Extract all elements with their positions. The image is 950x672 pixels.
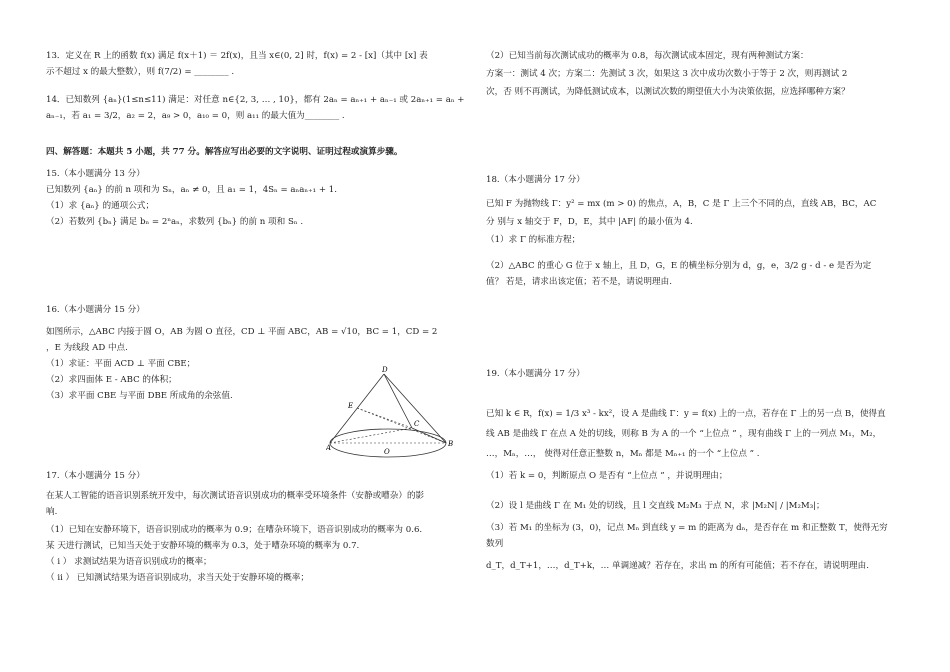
q13-line: 示不超过 x 的最大整数），则 f(7/2) = ________ . bbox=[46, 67, 235, 77]
segment-ac bbox=[330, 428, 412, 443]
q18-line: 18.（本小题满分 17 分） bbox=[486, 175, 585, 185]
section-title: 四、解答题：本题共 5 小题，共 77 分。解答应写出必要的文字说明、证明过程或演算步骤。 bbox=[46, 147, 403, 157]
q15-line: （1）求 {aₙ} 的通项公式； bbox=[46, 201, 155, 211]
q19-line: 线 AB 是曲线 Γ 在点 A 处的切线，则称 B 为 A 的一个 “上位点 ” ，现有曲线 Γ 上的一列点 M₁，M₂， bbox=[486, 429, 882, 439]
q16-line: 如图所示，△ABC 内接于圆 O，AB 为圆 O 直径，CD ⊥ 平面 ABC，AB = √10，BC = 1，CD = 2 bbox=[46, 327, 438, 337]
segment-db bbox=[384, 374, 446, 443]
q19-line: （1）若 k = 0，判断原点 O 是否有 “上位点 ” ，并说明理由； bbox=[486, 471, 728, 481]
q17b-line: 次，否 则不再测试，为降低测试成本，以测试次数的期望值大小为决策依据，应选择哪种方案？ bbox=[486, 87, 850, 97]
q19-line: 已知 k ∈ R，f(x) = 1/3 x³ - kx²，设 A 是曲线 Γ：y = f(x) 上的一点，若存在 Γ 上的另一点 B，使得直 bbox=[486, 409, 886, 419]
q18-line: 值？ 若是，请求出该定值；若不是，请说明理由. bbox=[486, 277, 672, 287]
q15-line: 已知数列 {aₙ} 的前 n 项和为 Sₙ，aₙ ≠ 0，且 a₁ = 1，4Sₙ = aₙaₙ₊₁ + 1. bbox=[46, 185, 337, 195]
q19-line: （3）若 M₁ 的坐标为 (3，0)，记点 Mₙ 到直线 y = m 的距离为 dₙ，是否存在 m 和正整数 T，使得无穷 bbox=[486, 523, 888, 533]
q19-line: 数列 bbox=[486, 539, 504, 549]
q19-line: 19.（本小题满分 17 分） bbox=[486, 369, 585, 379]
question-13 bbox=[46, 48, 464, 80]
q17-line: （ i ） 求测试结果为语音识别成功的概率； bbox=[46, 557, 212, 567]
q18-line: （1）求 Γ 的标准方程； bbox=[486, 235, 581, 245]
q15-line: 15.（本小题满分 13 分） bbox=[46, 169, 145, 179]
q16-line: （3）求平面 CBE 与平面 DBE 所成角的余弦值. bbox=[46, 391, 233, 401]
q17-line: 在某人工智能的语音识别系统开发中，每次测试语音识别成功的概率受环境条件（安静或嘈杂）的影 bbox=[46, 491, 425, 501]
q15-line: （2）若数列 {bₙ} 满足 bₙ = 2ⁿaₙ，求数列 {bₙ} 的前 n 项和 Sₙ . bbox=[46, 217, 304, 227]
question-18 bbox=[486, 172, 906, 290]
q17-line: （ ii ） 已知测试结果为语音识别成功，求当天处于安静环境的概率； bbox=[46, 573, 309, 583]
segment-eb bbox=[357, 408, 446, 443]
q18-line: 分 别与 x 轴交于 F，D，E，其中 |AF| 的最小值为 4. bbox=[486, 217, 693, 227]
q17-line: （1）已知在安静环境下，语音识别成功的概率为 0.9；在嘈杂环境下，语音识别成功的概率为 0.6. bbox=[46, 525, 423, 535]
q17-line: 响. bbox=[46, 507, 58, 517]
question-17 bbox=[46, 468, 464, 586]
q19-line: d_T，d_T+1，…，d_T+k，… 单调递减？若存在，求出 m 的所有可能值；若不存在，请说明理由. bbox=[486, 561, 869, 571]
q19-line: （2）设 l 是曲线 Γ 在 M₁ 处的切线，且 l 交直线 M₂M₃ 于点 N，求 |M₂N| / |M₂M₃|； bbox=[486, 501, 825, 511]
segment-da bbox=[330, 374, 384, 443]
q16-line: （1）求证：平面 ACD ⊥ 平面 CBE； bbox=[46, 359, 196, 369]
section-heading bbox=[46, 144, 464, 160]
q17b-line: （2）已知当前每次测试成功的概率为 0.8，每次测试成本固定，现有两种测试方案： bbox=[486, 51, 809, 61]
label-c: C bbox=[414, 420, 420, 428]
label-a: A bbox=[326, 444, 332, 452]
tetrahedron-figure bbox=[326, 366, 466, 470]
q17-line: 某 天进行测试，已知当天处于安静环境的概率为 0.3，处于嘈杂环境的概率为 0.7. bbox=[46, 541, 360, 551]
q16-line: （2）求四面体 E - ABC 的体积； bbox=[46, 375, 177, 385]
q18-line: （2）△ABC 的重心 G 位于 x 轴上，且 D，G，E 的横坐标分别为 d，g，e，3/2 g - d - e 是否为定 bbox=[486, 261, 872, 271]
question-14 bbox=[46, 92, 464, 124]
q17b-line: 方案一：测试 4 次；方案二：先测试 3 次，如果这 3 次中成功次数小于等于 2 次，则再测试 2 bbox=[486, 69, 848, 79]
segment-cb bbox=[412, 428, 446, 443]
question-19 bbox=[486, 366, 906, 574]
q19-line: …，Mₙ，…， 使得对任意正整数 n，Mₙ 都是 Mₙ₊₁ 的一个 “上位点 ” . bbox=[486, 449, 760, 459]
q13-line: 13．定义在 R 上的函数 f(x) 满足 f(x＋1) ＝ 2f(x)，且当 x∈(0, 2] 时，f(x) = 2 - [x]（其中 [x] 表 bbox=[46, 51, 428, 61]
label-d: D bbox=[382, 366, 388, 374]
q17-line: 17.（本小题满分 15 分） bbox=[46, 471, 145, 481]
question-17-part2 bbox=[486, 48, 906, 100]
label-b: B bbox=[448, 440, 454, 448]
q14-line: aₙ₋₁，若 a₁ = 3/2，a₂ = 2，a₉ > 0，a₁₀ = 0，则 a₁₁ 的最大值为________ . bbox=[46, 111, 345, 121]
q14-line: 14．已知数列 {aₙ}(1≤n≤11) 满足：对任意 n∈{2, 3, … , 10}，都有 2aₙ = aₙ₊₁ + aₙ₋₁ 或 2aₙ₊₁ = aₙ + bbox=[46, 95, 465, 105]
label-e: E bbox=[348, 402, 354, 410]
q16-line: 16.（本小题满分 15 分） bbox=[46, 305, 145, 315]
question-15 bbox=[46, 166, 464, 230]
label-o: O bbox=[384, 448, 390, 456]
q16-line: ，E 为线段 AD 中点. bbox=[46, 343, 128, 353]
q18-line: 已知 F 为抛物线 Γ：y² = mx (m > 0) 的焦点，A，B，C 是 Γ 上三个不同的点，直线 AB，BC，AC bbox=[486, 199, 877, 209]
